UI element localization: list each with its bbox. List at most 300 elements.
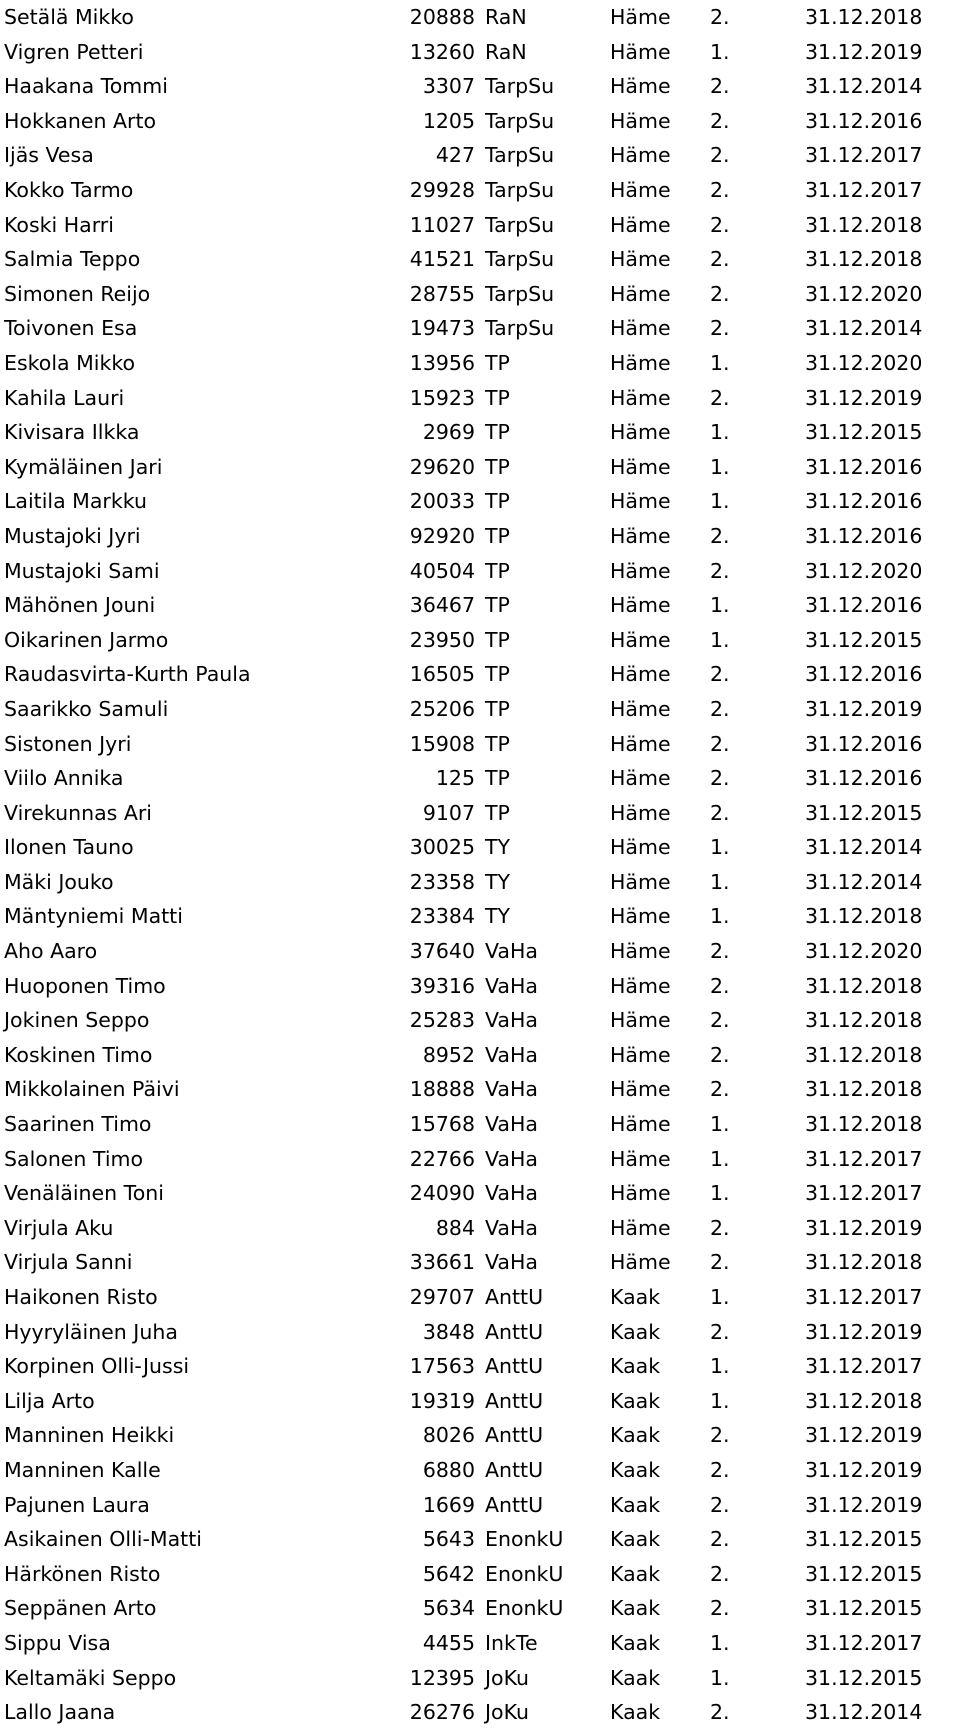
club-code: TP [485,696,510,721]
valid-until-date: 31.12.2018 [805,1388,923,1413]
valid-until-date: 31.12.2018 [805,1008,923,1033]
club-code: VaHa [485,1181,538,1206]
club-code: JoKu [485,1700,530,1725]
class-level: 2. [710,1527,730,1552]
class-level: 2. [710,1457,730,1482]
license-number: 19319 [409,1388,475,1413]
club-code: TY [485,835,511,860]
license-number: 92920 [409,523,475,548]
club-code: TP [485,489,510,514]
license-number: 884 [435,1215,475,1240]
license-number: 25206 [409,696,475,721]
table-row [0,346,960,381]
region-name: Häme [610,247,671,272]
club-code: TP [485,766,510,791]
valid-until-date: 31.12.2019 [805,385,923,410]
license-number: 13956 [409,350,475,375]
license-number: 40504 [409,558,475,583]
person-name: Virjula Aku [4,1215,114,1240]
class-level: 2. [710,1077,730,1102]
region-name: Kaak [610,1388,661,1413]
class-level: 1. [710,1630,730,1655]
class-level: 2. [710,1423,730,1448]
table-row [0,311,960,346]
club-code: TP [485,420,510,445]
region-name: Häme [610,454,671,479]
valid-until-date: 31.12.2014 [805,1700,923,1725]
table-row [0,519,960,554]
license-number: 33661 [409,1250,475,1275]
valid-until-date: 31.12.2015 [805,1561,923,1586]
table-row [0,969,960,1004]
person-name: Jokinen Seppo [4,1008,150,1033]
valid-until-date: 31.12.2016 [805,108,923,133]
license-number: 23384 [409,904,475,929]
person-name: Virekunnas Ari [4,800,152,825]
person-name: Kokko Tarmo [4,178,134,203]
table-row [0,554,960,589]
class-level: 2. [710,385,730,410]
club-code: TP [485,385,510,410]
person-name: Oikarinen Jarmo [4,627,169,652]
license-number: 2969 [422,420,475,445]
table-row [0,1626,960,1661]
class-level: 2. [710,74,730,99]
club-code: TP [485,454,510,479]
license-number: 30025 [409,835,475,860]
club-code: VaHa [485,973,538,998]
valid-until-date: 31.12.2017 [805,1354,923,1379]
region-name: Häme [610,662,671,687]
valid-until-date: 31.12.2015 [805,1665,923,1690]
table-row [0,830,960,865]
class-level: 2. [710,1008,730,1033]
license-number: 12395 [409,1665,475,1690]
valid-until-date: 31.12.2020 [805,350,923,375]
table-row [0,623,960,658]
region-name: Häme [610,5,671,30]
club-code: AnttU [485,1492,544,1517]
club-code: VaHa [485,1215,538,1240]
valid-until-date: 31.12.2016 [805,454,923,479]
region-name: Häme [610,74,671,99]
table-row [0,104,960,139]
region-name: Kaak [610,1457,661,1482]
person-name: Viilo Annika [4,766,124,791]
person-name: Mähönen Jouni [4,593,156,618]
table-row [0,1211,960,1246]
club-code: VaHa [485,1077,538,1102]
club-code: RaN [485,39,527,64]
region-name: Häme [610,1215,671,1240]
valid-until-date: 31.12.2018 [805,247,923,272]
license-number: 5642 [422,1561,475,1586]
class-level: 1. [710,627,730,652]
region-name: Häme [610,731,671,756]
table-row [0,484,960,519]
valid-until-date: 31.12.2019 [805,1423,923,1448]
person-name: Eskola Mikko [4,350,136,375]
valid-until-date: 31.12.2018 [805,1250,923,1275]
license-number: 6880 [422,1457,475,1482]
license-number: 29620 [409,454,475,479]
region-name: Kaak [610,1319,661,1344]
class-level: 1. [710,350,730,375]
class-level: 2. [710,178,730,203]
person-name: Huoponen Timo [4,973,166,998]
table-row [0,1453,960,1488]
class-level: 2. [710,1492,730,1517]
person-name: Keltamäki Seppo [4,1665,177,1690]
person-name: Manninen Heikki [4,1423,175,1448]
class-level: 2. [710,523,730,548]
class-level: 2. [710,316,730,341]
class-level: 2. [710,1215,730,1240]
table-row [0,1038,960,1073]
license-number: 24090 [409,1181,475,1206]
valid-until-date: 31.12.2015 [805,1596,923,1621]
region-name: Häme [610,1146,671,1171]
class-level: 2. [710,1596,730,1621]
license-number: 5643 [422,1527,475,1552]
table-row [0,761,960,796]
valid-until-date: 31.12.2018 [805,1042,923,1067]
person-name: Vigren Petteri [4,39,144,64]
person-name: Lallo Jaana [4,1700,116,1725]
club-code: TP [485,662,510,687]
person-name: Ilonen Tauno [4,835,134,860]
club-code: EnonkU [485,1527,564,1552]
person-name: Mäntyniemi Matti [4,904,183,929]
license-number: 22766 [409,1146,475,1171]
club-code: AnttU [485,1423,544,1448]
class-level: 2. [710,1042,730,1067]
class-level: 2. [710,212,730,237]
license-number: 5634 [422,1596,475,1621]
valid-until-date: 31.12.2014 [805,835,923,860]
license-number: 3307 [422,74,475,99]
person-name: Mäki Jouko [4,869,114,894]
class-level: 1. [710,593,730,618]
class-level: 1. [710,1388,730,1413]
club-code: TP [485,731,510,756]
club-code: AnttU [485,1285,544,1310]
club-code: VaHa [485,1112,538,1137]
valid-until-date: 31.12.2019 [805,1319,923,1344]
club-code: VaHa [485,1146,538,1171]
person-name: Hokkanen Arto [4,108,157,133]
club-code: VaHa [485,1250,538,1275]
table-row [0,1176,960,1211]
table-row [0,1315,960,1350]
club-code: TarpSu [485,178,555,203]
license-number: 3848 [422,1319,475,1344]
class-level: 1. [710,1285,730,1310]
club-code: TarpSu [485,108,555,133]
person-name: Kymäläinen Jari [4,454,163,479]
class-level: 1. [710,835,730,860]
license-number: 13260 [409,39,475,64]
club-code: InkTe [485,1630,538,1655]
region-name: Häme [610,39,671,64]
club-code: TarpSu [485,143,555,168]
license-number: 41521 [409,247,475,272]
region-name: Häme [610,212,671,237]
table-row [0,1661,960,1696]
table-row [0,1557,960,1592]
table-row [0,865,960,900]
person-name: Kivisara Ilkka [4,420,140,445]
club-code: TP [485,593,510,618]
class-level: 1. [710,1112,730,1137]
license-number: 26276 [409,1700,475,1725]
valid-until-date: 31.12.2017 [805,1285,923,1310]
class-level: 2. [710,1561,730,1586]
region-name: Häme [610,1077,671,1102]
region-name: Häme [610,1181,671,1206]
license-number: 19473 [409,316,475,341]
person-name: Koskinen Timo [4,1042,153,1067]
region-name: Häme [610,1008,671,1033]
club-code: TP [485,350,510,375]
license-number: 29928 [409,178,475,203]
club-code: TY [485,869,511,894]
valid-until-date: 31.12.2017 [805,1146,923,1171]
valid-until-date: 31.12.2015 [805,800,923,825]
class-level: 1. [710,39,730,64]
region-name: Häme [610,593,671,618]
table-row [0,796,960,831]
valid-until-date: 31.12.2016 [805,593,923,618]
region-name: Häme [610,178,671,203]
valid-until-date: 31.12.2018 [805,5,923,30]
person-name: Simonen Reijo [4,281,151,306]
person-name: Laitila Markku [4,489,147,514]
table-row [0,1349,960,1384]
table-row [0,1522,960,1557]
person-name: Salonen Timo [4,1146,144,1171]
club-code: AnttU [485,1388,544,1413]
valid-until-date: 31.12.2018 [805,212,923,237]
valid-until-date: 31.12.2018 [805,973,923,998]
license-number: 20033 [409,489,475,514]
region-name: Häme [610,316,671,341]
club-code: EnonkU [485,1596,564,1621]
table-row [0,173,960,208]
license-number: 8026 [422,1423,475,1448]
table-row [0,242,960,277]
person-name: Saarikko Samuli [4,696,169,721]
license-number: 15908 [409,731,475,756]
table-row [0,1107,960,1142]
region-name: Häme [610,766,671,791]
class-level: 2. [710,5,730,30]
person-name: Asikainen Olli-Matti [4,1527,202,1552]
person-name: Sippu Visa [4,1630,111,1655]
valid-until-date: 31.12.2017 [805,1181,923,1206]
person-name: Salmia Teppo [4,247,141,272]
region-name: Häme [610,108,671,133]
table-row [0,899,960,934]
license-number: 23950 [409,627,475,652]
class-level: 2. [710,662,730,687]
valid-until-date: 31.12.2015 [805,420,923,445]
person-name: Mikkolainen Päivi [4,1077,180,1102]
valid-until-date: 31.12.2016 [805,731,923,756]
person-name: Lilja Arto [4,1388,95,1413]
person-name: Aho Aaro [4,939,98,964]
region-name: Häme [610,904,671,929]
license-number: 20888 [409,5,475,30]
valid-until-date: 31.12.2015 [805,627,923,652]
valid-until-date: 31.12.2016 [805,766,923,791]
region-name: Kaak [610,1561,661,1586]
valid-until-date: 31.12.2014 [805,869,923,894]
club-code: VaHa [485,939,538,964]
club-code: TarpSu [485,281,555,306]
license-number: 4455 [422,1630,475,1655]
class-level: 2. [710,247,730,272]
person-name: Raudasvirta-Kurth Paula [4,662,251,687]
region-name: Häme [610,281,671,306]
person-name: Hyyryläinen Juha [4,1319,178,1344]
club-code: TP [485,800,510,825]
table-row [0,1245,960,1280]
license-number: 1205 [422,108,475,133]
table-row [0,1384,960,1419]
person-name: Virjula Sanni [4,1250,133,1275]
region-name: Häme [610,558,671,583]
table-row [0,208,960,243]
class-level: 1. [710,1181,730,1206]
person-name: Mustajoki Jyri [4,523,141,548]
license-number: 17563 [409,1354,475,1379]
valid-until-date: 31.12.2017 [805,178,923,203]
person-name: Korpinen Olli-Jussi [4,1354,190,1379]
class-level: 1. [710,904,730,929]
table-row [0,415,960,450]
table-row [0,1695,960,1730]
table-row [0,1488,960,1523]
license-number: 1669 [422,1492,475,1517]
region-name: Kaak [610,1285,661,1310]
license-number: 11027 [409,212,475,237]
license-number: 427 [435,143,475,168]
region-name: Kaak [610,1596,661,1621]
table-row [0,726,960,761]
region-name: Häme [610,385,671,410]
region-name: Häme [610,800,671,825]
license-number: 28755 [409,281,475,306]
region-name: Häme [610,1250,671,1275]
valid-until-date: 31.12.2019 [805,39,923,64]
table-row [0,657,960,692]
region-name: Häme [610,627,671,652]
person-name: Setälä Mikko [4,5,134,30]
table-row [0,1003,960,1038]
table-row [0,588,960,623]
table-row [0,1418,960,1453]
club-code: TP [485,523,510,548]
license-number: 125 [435,766,475,791]
license-number: 37640 [409,939,475,964]
license-number: 16505 [409,662,475,687]
class-level: 2. [710,1250,730,1275]
valid-until-date: 31.12.2014 [805,316,923,341]
class-level: 1. [710,489,730,514]
valid-until-date: 31.12.2014 [805,74,923,99]
table-row [0,35,960,70]
table-row [0,1591,960,1626]
region-name: Kaak [610,1423,661,1448]
valid-until-date: 31.12.2020 [805,558,923,583]
region-name: Häme [610,835,671,860]
club-code: TY [485,904,511,929]
license-number: 29707 [409,1285,475,1310]
license-number: 15768 [409,1112,475,1137]
region-name: Häme [610,523,671,548]
region-name: Häme [610,973,671,998]
class-level: 2. [710,108,730,133]
table-row [0,450,960,485]
class-level: 1. [710,869,730,894]
table-row [0,138,960,173]
valid-until-date: 31.12.2019 [805,696,923,721]
valid-until-date: 31.12.2020 [805,939,923,964]
valid-until-date: 31.12.2019 [805,1492,923,1517]
class-level: 2. [710,1319,730,1344]
club-code: TP [485,558,510,583]
table-row [0,69,960,104]
region-name: Kaak [610,1354,661,1379]
table-row [0,381,960,416]
club-code: AnttU [485,1354,544,1379]
person-name: Härkönen Risto [4,1561,161,1586]
person-name: Venäläinen Toni [4,1181,164,1206]
person-name: Koski Harri [4,212,114,237]
person-name: Ijäs Vesa [4,143,94,168]
class-level: 2. [710,939,730,964]
region-name: Kaak [610,1665,661,1690]
license-number: 15923 [409,385,475,410]
class-level: 2. [710,143,730,168]
license-number: 25283 [409,1008,475,1033]
person-name: Haakana Tommi [4,74,168,99]
region-name: Häme [610,939,671,964]
region-name: Häme [610,696,671,721]
club-code: AnttU [485,1319,544,1344]
region-name: Häme [610,420,671,445]
class-level: 2. [710,731,730,756]
region-name: Kaak [610,1700,661,1725]
valid-until-date: 31.12.2019 [805,1457,923,1482]
valid-until-date: 31.12.2018 [805,1112,923,1137]
person-name: Manninen Kalle [4,1457,161,1482]
table-row [0,934,960,969]
person-name: Haikonen Risto [4,1285,158,1310]
class-level: 2. [710,766,730,791]
region-name: Kaak [610,1630,661,1655]
club-code: VaHa [485,1042,538,1067]
class-level: 2. [710,1700,730,1725]
club-code: TarpSu [485,74,555,99]
valid-until-date: 31.12.2015 [805,1527,923,1552]
person-name: Mustajoki Sami [4,558,160,583]
region-name: Häme [610,869,671,894]
class-level: 2. [710,281,730,306]
club-code: TarpSu [485,316,555,341]
club-code: TarpSu [485,247,555,272]
